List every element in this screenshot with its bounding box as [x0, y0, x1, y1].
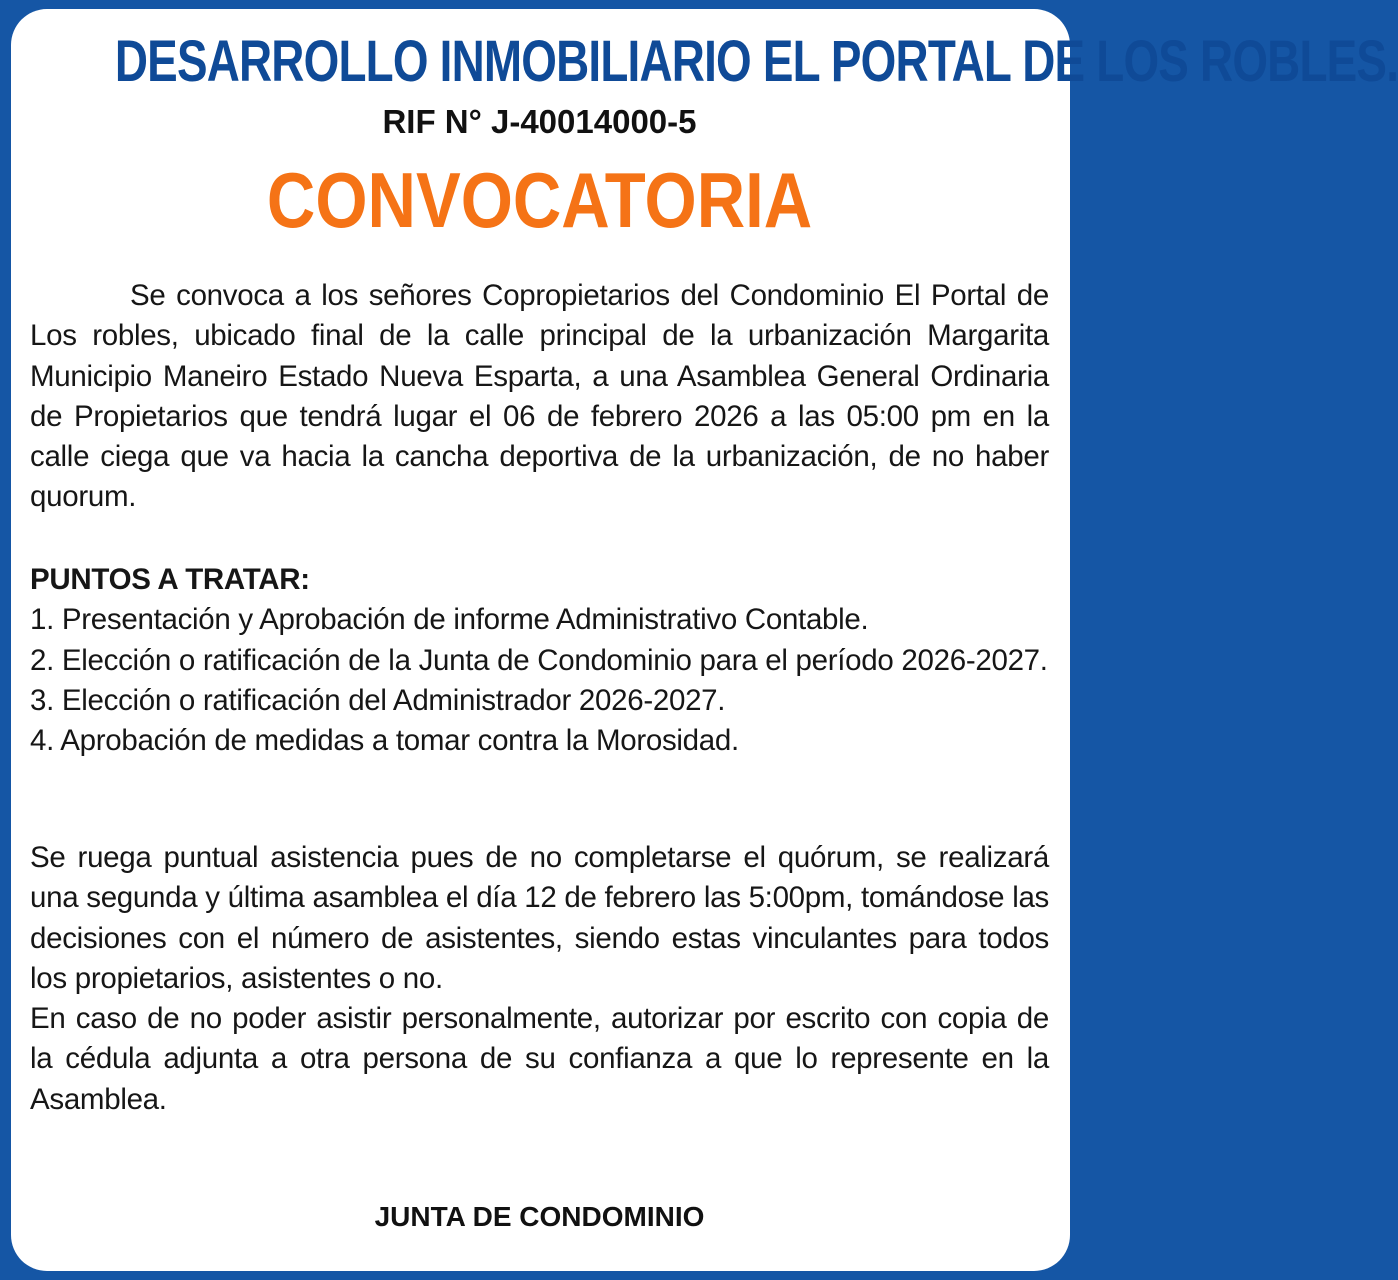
- organization-name: DESARROLLO INMOBILIARIO EL PORTAL DE LOS ROBLES.: [114, 29, 1398, 94]
- notice-title: CONVOCATORIA: [266, 156, 813, 244]
- agenda-item: 2. Elección o ratificación de la Junta de Condominio para el período 2026-2027.: [30, 643, 1048, 677]
- signature: JUNTA DE CONDOMINIO: [374, 1201, 705, 1232]
- closing-section: [30, 838, 1049, 1120]
- agenda-item: 4. Aprobación de medidas a tomar contra la Morosidad.: [30, 724, 739, 758]
- agenda-item: 3. Elección o ratificación del Administrador 2026-2027.: [30, 683, 726, 717]
- agenda-item: 1. Presentación y Aprobación de informe Administrativo Contable.: [30, 603, 869, 637]
- agenda-section: [30, 560, 1049, 761]
- closing-paragraph: Se ruega puntual asistencia pues de no completarse el quórum, se realizará una segunda y última asamblea el día 12 de febrero las 5:00pm, tomándose las decisiones con el número de asistentes, siendo estas vinculantes para todos los propietarios, asistentes o no.: [30, 841, 1049, 995]
- intro-paragraph: Se convoca a los señores Copropietarios del Condominio El Portal de Los robles, ubicado final de la calle principal de la urbanización Margarita Municipio Maneiro Estado Nueva Esparta, a una Asamblea General Ordinaria de Propietarios que tendrá lugar el 06 de febrero 2026 a las 05:00 pm en la calle ciega que va hacia la cancha deportiva de la urbanización, de no haber quorum.: [30, 279, 1049, 514]
- agenda-title: PUNTOS A TRATAR:: [30, 563, 310, 596]
- closing-paragraph: En caso de no poder asistir personalmente, autorizar por escrito con copia de la cédula adjunta a otra persona de su confianza a que lo represente en la Asamblea.: [30, 1002, 1049, 1116]
- rif-number: RIF N° J-40014000-5: [382, 103, 697, 140]
